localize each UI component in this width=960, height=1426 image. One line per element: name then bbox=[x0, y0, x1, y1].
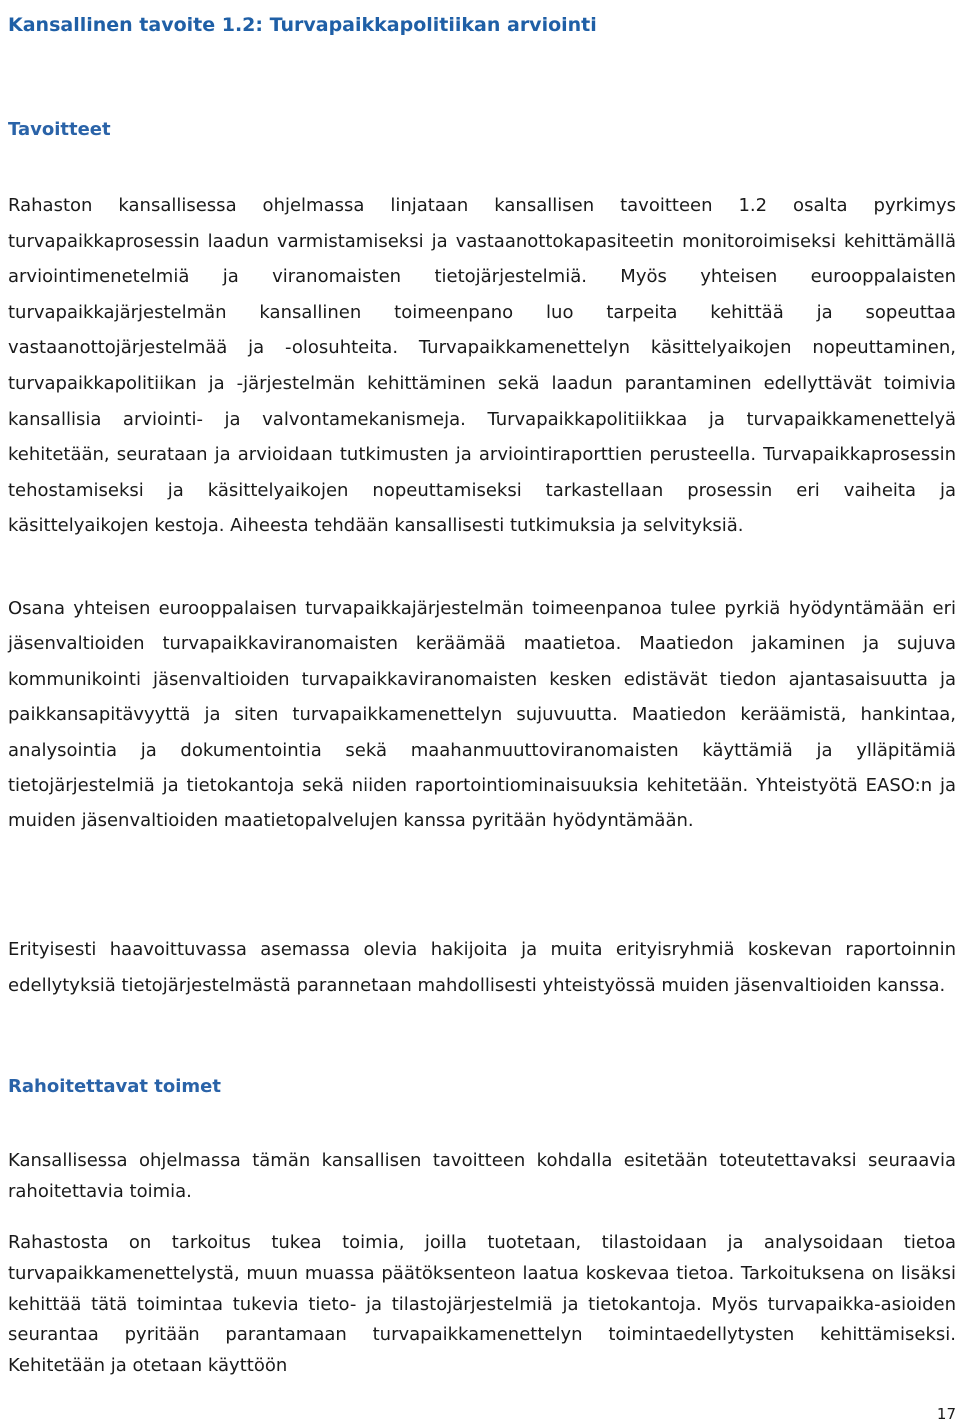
paragraph: Rahaston kansallisessa ohjelmassa linjataan kansallisen tavoitteen 1.2 osalta pyrkimys turvapaikkaprosessin laadun varmistamiseksi ja vastaanottokapasiteetin monitoroimiseksi kehittämällä arviointimenetelmiä ja viranomaisten tietojärjestelmiä. Myös yhteisen eurooppalaisten turvapaikkajärjestelmän kansallinen toimeenpano luo tarpeita kehittää ja sopeuttaa vastaanottojärjestelmää ja -olosuhteita. Turvapaikkamenettelyn käsittelyaikojen nopeuttaminen, turvapaikkapolitiikan ja -järjestelmän kehittäminen sekä laadun parantaminen edellyttävät toimivia kansallisia arviointi- ja valvontamekanismeja. Turvapaikkapolitiikkaa ja turvapaikkamenettelyä kehitetään, seurataan ja arvioidaan tutkimusten ja arviointiraporttien perusteella. Turvapaikkaprosessin tehostamiseksi ja käsittelyaikojen nopeuttamiseksi tarkastellaan prosessin eri vaiheita ja käsittelyaikojen kestoja. Aiheesta tehdään kansallisesti tutkimuksia ja selvityksiä. bbox=[8, 195, 956, 537]
section-heading-tavoitteet: Tavoitteet bbox=[8, 118, 111, 140]
document-title: Kansallinen tavoite 1.2: Turvapaikkapolitiikan arviointi bbox=[8, 13, 597, 36]
page-number: 17 bbox=[936, 1405, 956, 1423]
paragraph: Osana yhteisen eurooppalaisen turvapaikkajärjestelmän toimeenpanoa tulee pyrkiä hyödyntämään eri jäsenvaltioiden turvapaikkaviranomaisten keräämää maatietoa. Maatiedon jakaminen ja sujuva kommunikointi jäsenvaltioiden turvapaikkaviranomaisten kesken edistävät tiedon ajantasaisuutta ja paikkansapitävyyttä ja siten turvapaikkamenettelyn sujuvuutta. Maatiedon keräämistä, hankintaa, analysointia ja dokumentointia sekä maahanmuuttoviranomaisten käyttämiä ja ylläpitämiä tietojärjestelmiä ja tietokantoja sekä niiden raportointiominaisuuksia kehitetään. Yhteistyötä EASO:n ja muiden jäsenvaltioiden maatietopalvelujen kanssa pyritään hyödyntämään. bbox=[8, 598, 956, 832]
paragraph: Kansallisessa ohjelmassa tämän kansallisen tavoitteen kohdalla esitetään toteutettavaksi seuraavia rahoitettavia toimia. bbox=[8, 1150, 956, 1202]
paragraph: Rahastosta on tarkoitus tukea toimia, joilla tuotetaan, tilastoidaan ja analysoidaan tietoa turvapaikkamenettelystä, muun muassa päätöksenteon laatua koskevaa tietoa. Tarkoituksena on lisäksi kehittää tätä toimintaa tukevia tieto- ja tilastojärjestelmiä ja tietokantoja. Myös turvapaikka-asioiden seurantaa pyritään parantamaan turvapaikkamenettelyn toimintaedellytysten kehittämiseksi. Kehitetään ja otetaan käyttöön bbox=[8, 1232, 956, 1377]
paragraph: Erityisesti haavoittuvassa asemassa olevia hakijoita ja muita erityisryhmiä koskevan raportoinnin edellytyksiä tietojärjestelmästä parannetaan mahdollisesti yhteistyössä muiden jäsenvaltioiden kanssa. bbox=[8, 939, 956, 996]
section-heading-rahoitettavat-toimet: Rahoitettavat toimet bbox=[8, 1075, 221, 1097]
